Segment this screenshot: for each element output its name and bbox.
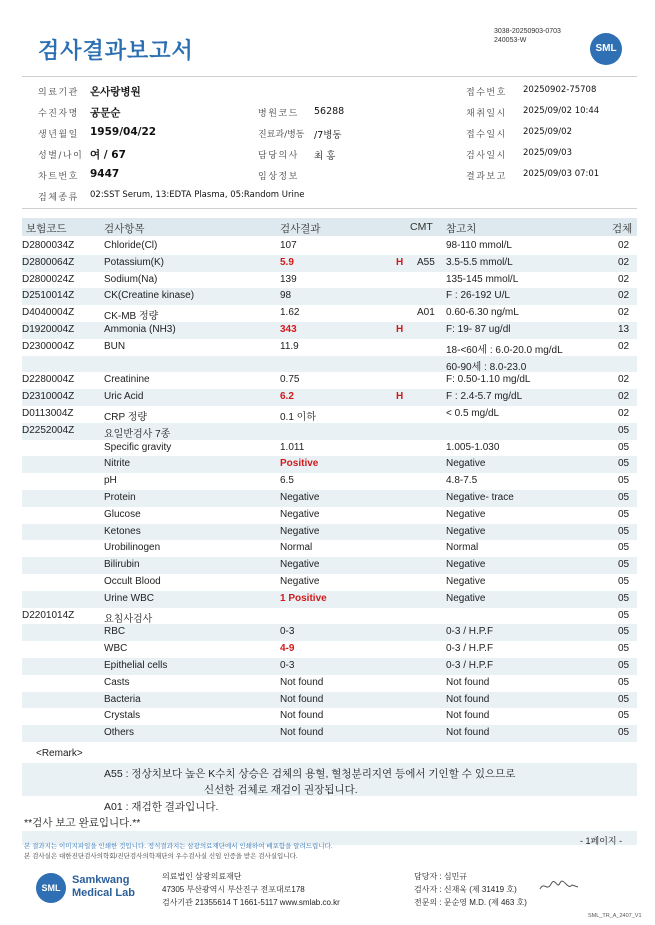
table-row [22, 641, 637, 658]
ref-cell: Not found [446, 676, 490, 688]
footer-tester: 검사자 : 신재욱 (제 31419 호) [414, 885, 517, 894]
ref-cell: Negative [446, 458, 486, 470]
specimen-cell: 02 [618, 408, 630, 419]
specimen-cell: 05 [618, 626, 630, 638]
item-cell: Potassium(K) [104, 256, 165, 268]
item-cell: Uric Acid [104, 391, 144, 403]
table-row [22, 725, 637, 742]
table-row [22, 423, 637, 440]
table-row [22, 389, 637, 406]
specimen-cell: 02 [618, 340, 630, 352]
specimen-cell: 05 [618, 492, 630, 503]
table-row [22, 675, 637, 692]
ref-cell: 0.60-6.30 ng/mL [446, 307, 519, 319]
specimen-cell: 02 [618, 391, 630, 403]
signature-icon [538, 878, 580, 894]
result-cell: Negative [280, 508, 320, 520]
table-row [22, 574, 637, 591]
item-cell: Protein [104, 492, 136, 503]
specimen-cell: 02 [618, 290, 630, 302]
specimen-cell: 05 [618, 458, 630, 470]
specimen-cell: 05 [618, 424, 630, 436]
hospital-value: 온사랑병원 [90, 86, 141, 98]
ref-cell: Negative [446, 525, 486, 537]
page-title: 검사결과보고서 [38, 39, 194, 64]
code-cell: D2800064Z [22, 256, 75, 268]
table-row [22, 456, 637, 473]
item-cell: Ammonia (NH3) [104, 324, 176, 335]
remark-label: <Remark> [36, 748, 83, 759]
ref-cell: 3.5-5.5 mmol/L [446, 256, 513, 268]
doctor-label: 담당의사 [258, 151, 299, 161]
chart-label: 차트번호 [38, 172, 79, 182]
table-row [22, 540, 637, 557]
specimen-cell: 05 [618, 559, 630, 571]
result-cell: Negative [280, 576, 320, 587]
recv-date-label: 접수일시 [466, 130, 507, 140]
footer-logo: SML [36, 873, 66, 903]
specimen-cell: 05 [618, 660, 630, 671]
ref-cell: Normal [446, 542, 479, 554]
item-cell: Occult Blood [104, 576, 161, 587]
result-cell: 6.2 [280, 391, 294, 403]
ref-cell: F: 19- 87 ug/dl [446, 324, 511, 335]
table-row [22, 692, 637, 709]
code-cell: D2800024Z [22, 273, 75, 285]
sml-logo: SML [590, 33, 622, 65]
specimen-cell: 02 [618, 307, 630, 319]
specimen-cell: 05 [618, 693, 630, 705]
result-cell: 1.011 [280, 441, 305, 453]
result-cell: 6.5 [280, 475, 294, 487]
table-row [22, 322, 637, 339]
result-cell: 11.9 [280, 340, 299, 352]
hospital-label: 의료기관 [38, 88, 79, 98]
code-cell: D2201014Z [22, 609, 75, 621]
ref-cell: 4.8-7.5 [446, 475, 478, 487]
table-row [22, 272, 637, 289]
ref-cell: Negative [446, 592, 486, 604]
result-cell: 98 [280, 290, 292, 302]
ref-cell: 18-<60세 : 6.0-20.0 mg/dL [446, 344, 563, 356]
sexage-label: 성별/나이 [38, 151, 84, 161]
result-cell: 0-3 [280, 626, 295, 638]
ref-cell: 60-90세 : 8.0-23.0 [446, 361, 527, 373]
dept-value: /7병동 [314, 130, 342, 141]
ref-cell: 135-145 mmol/L [446, 273, 519, 285]
code-cell: D2800034Z [22, 240, 75, 251]
result-cell: 139 [280, 273, 297, 285]
specimen-cell: 02 [618, 256, 630, 268]
document-id [494, 27, 561, 45]
specimen-label: 검체종류 [38, 193, 79, 203]
doc-id-line-2: 240053-W [494, 37, 527, 44]
header-ref: 참고치 [446, 223, 477, 235]
header-cmt: CMT [410, 221, 433, 233]
result-cell: Not found [280, 710, 324, 722]
ref-cell: 0-3 / H.P.F [446, 626, 494, 638]
ref-cell: Negative [446, 559, 486, 571]
header-code: 보험코드 [26, 223, 67, 235]
item-cell: Epithelial cells [104, 660, 168, 671]
cmt-cell: A01 [417, 307, 435, 319]
code-cell: D2280004Z [22, 374, 75, 386]
ref-cell: Not found [446, 727, 490, 739]
specimen-cell: 02 [618, 374, 630, 386]
result-cell: Positive [280, 458, 319, 470]
result-cell: 107 [280, 240, 297, 251]
table-row [22, 473, 637, 490]
item-cell: Creatinine [104, 374, 150, 386]
ref-cell: F : 2.4-5.7 mg/dL [446, 391, 523, 403]
report-label: 결과보고 [466, 172, 507, 182]
specimen-cell: 05 [618, 643, 630, 655]
header-specimen: 검체 [612, 223, 633, 235]
specimen-cell: 05 [618, 710, 630, 722]
item-cell: Casts [104, 676, 130, 688]
item-cell: Others [104, 727, 135, 739]
code-cell: D0113004Z [22, 408, 74, 419]
recv-no-label: 접수번호 [466, 88, 507, 98]
specimen-value: 02:SST Serum, 13:EDTA Plasma, 05:Random Urine [90, 190, 305, 200]
footer-manager: 담당자 : 심민규 [414, 872, 468, 881]
item-cell: Urobilinogen [104, 542, 161, 554]
table-row [22, 608, 637, 625]
ref-cell: Negative [446, 508, 486, 520]
result-cell: 1.62 [280, 307, 300, 319]
ref-cell: 0-3 / H.P.F [446, 660, 494, 671]
table-row [22, 524, 637, 541]
footer-address: 47305 부산광역시 부산진구 전포대로178 [162, 885, 305, 894]
specimen-cell: 05 [618, 542, 630, 554]
result-cell: Negative [280, 525, 320, 537]
header-item: 검사항목 [104, 223, 145, 235]
specimen-cell: 05 [618, 525, 630, 537]
table-row [22, 591, 637, 608]
item-cell: Sodium(Na) [104, 273, 158, 285]
remark-a55-line1: A55 : 정상치보다 높은 K수치 상승은 검체의 용혈, 혈청분리지연 등에서 기인할 수 있으므로 [104, 768, 516, 780]
flag-cell: H [396, 256, 404, 268]
cmt-cell: A55 [417, 256, 435, 268]
report-value: 2025/09/03 07:01 [523, 169, 600, 179]
table-row [22, 507, 637, 524]
code-cell: D1920004Z [22, 324, 75, 335]
collect-value: 2025/09/02 10:44 [523, 106, 600, 116]
item-cell: BUN [104, 340, 126, 352]
ref-cell: Not found [446, 710, 490, 722]
table-row [22, 238, 637, 255]
table-row [22, 356, 637, 373]
hcode-label: 병원코드 [258, 109, 299, 119]
code-cell: D2310004Z [22, 391, 75, 403]
remark-a55-line2: 신선한 검체로 재검이 권장됩니다. [204, 784, 358, 796]
remark-a01: A01 : 재검한 결과입니다. [104, 801, 219, 813]
result-cell: 1 Positive [280, 592, 327, 604]
report-complete: **검사 보고 완료입니다.** [24, 817, 141, 829]
item-cell: Glucose [104, 508, 141, 520]
flag-cell: H [396, 324, 404, 335]
specimen-cell: 05 [618, 727, 630, 739]
specimen-cell: 02 [618, 240, 630, 251]
ref-cell: Negative- trace [446, 492, 514, 503]
chart-value: 9447 [90, 168, 120, 180]
doctor-value: 최 홍 [314, 151, 336, 162]
item-cell: Bilirubin [104, 559, 140, 571]
brand-line-2: Medical Lab [72, 887, 135, 899]
specimen-cell: 05 [618, 475, 630, 487]
item-cell: CRP 정량 [104, 412, 148, 423]
footer-org: 의료법인 삼광의료재단 [162, 872, 242, 881]
patient-value: 공문순 [90, 107, 121, 119]
item-cell: pH [104, 475, 117, 487]
recv-no-value: 20250902-75708 [523, 85, 597, 95]
specimen-cell: 05 [618, 609, 630, 621]
code-cell: D4040004Z [22, 307, 75, 319]
table-row [22, 658, 637, 675]
item-cell: CK-MB 정량 [104, 311, 159, 323]
hcode-value: 56288 [314, 106, 345, 117]
ref-cell: 1.005-1.030 [446, 441, 500, 453]
divider [22, 208, 637, 209]
table-row [22, 557, 637, 574]
specimen-cell: 05 [618, 508, 630, 520]
brand-line-1: Samkwang [72, 874, 130, 886]
ref-cell: F: 0.50-1.10 mg/dL [446, 374, 531, 386]
table-row [22, 406, 637, 423]
table-row [22, 288, 637, 305]
ref-cell: Not found [446, 693, 490, 705]
collect-label: 채취일시 [466, 109, 507, 119]
result-cell: Negative [280, 559, 320, 571]
code-cell: D2252004Z [22, 424, 75, 436]
table-row [22, 255, 637, 272]
result-cell: 343 [280, 324, 297, 335]
specimen-cell: 02 [618, 273, 630, 285]
item-cell: Bacteria [104, 693, 141, 705]
table-row [22, 339, 637, 356]
table-row [22, 440, 637, 457]
table-header [22, 218, 637, 236]
patient-label: 수진자명 [38, 109, 79, 119]
footer-specialist: 전문의 : 문순영 M.D. (제 463 호) [414, 898, 527, 907]
clinical-label: 임상정보 [258, 172, 299, 182]
result-cell: 0.75 [280, 374, 300, 386]
table-row [22, 624, 637, 641]
ref-cell: Negative [446, 576, 486, 587]
doc-id-line-1: 3038-20250903-0703 [494, 28, 561, 35]
item-cell: 요침사검사 [104, 613, 153, 625]
item-cell: Crystals [104, 710, 141, 722]
result-cell: Not found [280, 727, 324, 739]
recv-date-value: 2025/09/02 [523, 127, 572, 137]
result-cell: Negative [280, 492, 320, 503]
ref-cell: 98-110 mmol/L [446, 240, 512, 251]
result-cell: 0-3 [280, 660, 295, 671]
accreditation-notice: 본 검사실은 대한진단검사의학회/진단검사의학재단의 우수검사실 신임 인증을 받은 검사실입니다. [24, 853, 298, 860]
page-number: - 1페이지 - [580, 836, 623, 846]
divider [22, 76, 637, 77]
ref-cell: F : 26-192 U/L [446, 290, 510, 302]
specimen-cell: 05 [618, 441, 630, 453]
specimen-cell: 05 [618, 592, 630, 604]
item-cell: 요일반검사 7종 [104, 428, 171, 440]
header-result: 검사결과 [280, 223, 321, 235]
code-cell: D2300004Z [22, 340, 75, 352]
item-cell: WBC [104, 643, 128, 655]
result-cell: 0.1 이하 [280, 412, 316, 423]
item-cell: Nitrite [104, 458, 131, 470]
test-date-label: 검사일시 [466, 151, 507, 161]
item-cell: Urine WBC [104, 592, 155, 604]
item-cell: CK(Creatine kinase) [104, 290, 195, 302]
item-cell: RBC [104, 626, 126, 638]
test-date-value: 2025/09/03 [523, 148, 572, 158]
table-row [22, 305, 637, 322]
result-cell: Not found [280, 676, 324, 688]
result-cell: 4-9 [280, 643, 295, 655]
birth-label: 생년월일 [38, 130, 79, 140]
specimen-cell: 13 [618, 324, 630, 335]
footer-brand [72, 874, 135, 900]
specimen-cell: 05 [618, 576, 630, 587]
footer-contact: 검사기관 21355614 T 1661-5117 www.smlab.co.kr [162, 898, 340, 907]
image-notice: 본 결과지는 이미지파일을 인쇄한 것입니다. 정식결과지는 삼광의료재단에서 인쇄하여 배포함을 알려드립니다. [24, 843, 333, 850]
sexage-value: 여 / 67 [90, 149, 126, 161]
result-cell: Normal [280, 542, 313, 554]
table-row [22, 708, 637, 725]
table-row [22, 490, 637, 507]
specimen-cell: 05 [618, 676, 630, 688]
ref-cell: < 0.5 mg/dL [446, 408, 500, 419]
table-row [22, 372, 637, 389]
birth-value: 1959/04/22 [90, 126, 157, 138]
result-cell: Not found [280, 693, 324, 705]
dept-label: 진료과/병동 [258, 130, 305, 140]
ref-cell: 0-3 / H.P.F [446, 643, 494, 655]
item-cell: Ketones [104, 525, 141, 537]
item-cell: Chloride(Cl) [104, 240, 158, 251]
form-code: SML_TR_A_2407_V1 [588, 913, 642, 919]
code-cell: D2510014Z [22, 290, 75, 302]
item-cell: Specific gravity [104, 441, 172, 453]
flag-cell: H [396, 391, 404, 403]
result-cell: 5.9 [280, 256, 294, 268]
